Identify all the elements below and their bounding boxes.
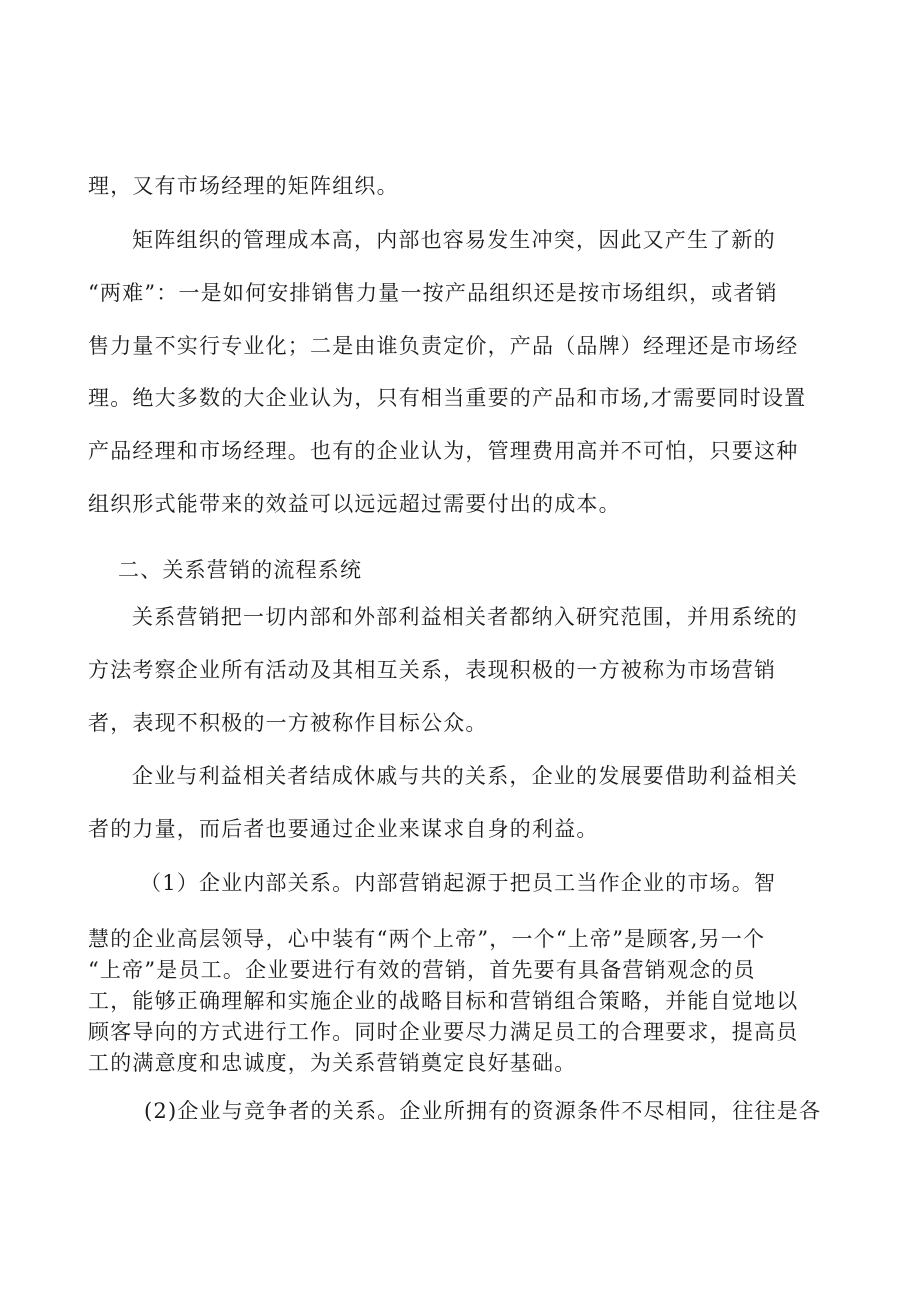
section-heading: 二、关系营销的流程系统 (118, 558, 363, 582)
text-line: 者的力量，而后者也要通过企业来谋求自身的利益。 (88, 817, 599, 841)
text-line: 顾客导向的方式进行工作。同时企业要尽力满足员工的合理要求，提高员 (88, 1020, 799, 1044)
text-line: 工，能够正确理解和实施企业的战略目标和营销组合策略，并能自觉地以 (88, 989, 799, 1013)
text-line: 理，又有市场经理的矩阵组织。 (88, 174, 399, 198)
text-line: “上帝”是员工。企业要进行有效的营销，首先要有具备营销观念的员 (88, 958, 756, 982)
text-line: (2)企业与竞争者的关系。企业所拥有的资源条件不尽相同，往往是各 (144, 1099, 822, 1123)
text-line: 企业与利益相关者结成休戚与共的关系，企业的发展要借助利益相关 (132, 764, 798, 788)
text-line: 者，表现不积极的一方被称作目标公众。 (88, 711, 488, 735)
text-line: 慧的企业高层领导，心中装有“两个上帝”，一个“上帝”是顾客,另一个 (88, 927, 766, 951)
text-line: 工的满意度和忠诚度，为关系营销奠定良好基础。 (88, 1051, 577, 1075)
text-line: 售力量不实行专业化；二是由谁负责定价，产品（品牌）经理还是市场经 (88, 334, 799, 358)
text-line: 产品经理和市场经理。也有的企业认为，管理费用高并不可怕，只要这种 (88, 439, 799, 463)
text-line: 关系营销把一切内部和外部利益相关者都纳入研究范围，并用系统的 (132, 605, 798, 629)
text-line: “两难”：一是如何安排销售力量一按产品组织还是按市场组织，或者销 (88, 281, 778, 305)
text-line: 方法考察企业所有活动及其相互关系，表现积极的一方被称为市场营销 (88, 658, 777, 682)
text-line: （1）企业内部关系。内部营销起源于把员工当作企业的市场。智 (140, 871, 777, 895)
text-line: 组织形式能带来的效益可以远远超过需要付出的成本。 (88, 492, 621, 516)
text-line: 矩阵组织的管理成本高，内部也容易发生冲突，因此又产生了新的 (132, 228, 776, 252)
text-line: 理。绝大多数的大企业认为，只有相当重要的产品和市场,才需要同时设置 (88, 386, 807, 410)
